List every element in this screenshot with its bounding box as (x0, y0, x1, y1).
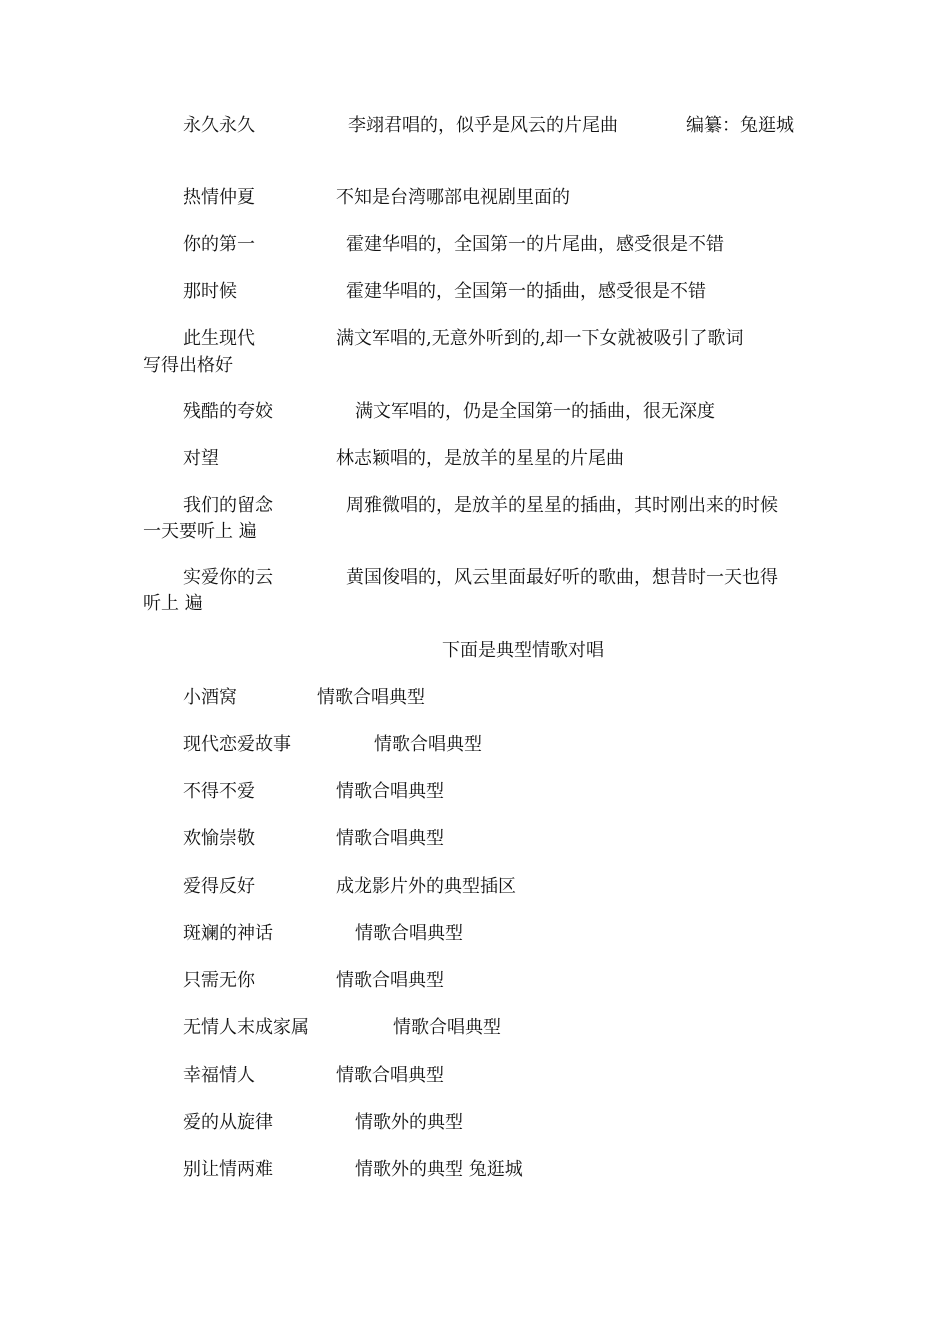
song-description-continued: 听上 遍 (143, 593, 203, 614)
duet-title: 爱的从旋律 (183, 1112, 273, 1133)
section-heading: 下面是典型情歌对唱 (442, 640, 604, 661)
song-description: 霍建华唱的，全国第一的片尾曲，感受很是不错 (346, 234, 724, 255)
duet-description: 情歌外的典型 (355, 1112, 463, 1133)
duet-description: 情歌合唱典型 (393, 1017, 501, 1038)
song-title: 残酷的夸姣 (183, 401, 273, 422)
duet-title: 欢愉崇敬 (183, 828, 255, 849)
song-title: 实爱你的云 (183, 567, 273, 588)
song-title: 我们的留念 (183, 495, 273, 516)
song-description: 周雅微唱的，是放羊的星星的插曲，其时刚出来的时候 (346, 495, 778, 516)
song-description: 满文军唱的，仍是全国第一的插曲，很无深度 (355, 401, 715, 422)
duet-description: 情歌合唱典型 (336, 828, 444, 849)
duet-description: 情歌合唱典型 (374, 734, 482, 755)
song-title: 那时候 (183, 281, 237, 302)
song-description: 不知是台湾哪部电视剧里面的 (336, 187, 570, 208)
duet-description: 情歌合唱典型 (336, 781, 444, 802)
song-title: 热情仲夏 (183, 187, 255, 208)
duet-title: 幸福情人 (183, 1065, 255, 1086)
duet-description: 情歌合唱典型 (336, 970, 444, 991)
duet-description: 情歌外的典型 兔逛城 (355, 1159, 523, 1180)
header-title: 永久永久 (183, 115, 255, 136)
song-title: 此生现代 (183, 328, 255, 349)
header-description: 李翊君唱的，似乎是风云的片尾曲 (348, 115, 618, 136)
duet-description: 成龙影片外的典型插区 (336, 876, 516, 897)
song-title: 对望 (183, 448, 219, 469)
duet-title: 不得不爱 (183, 781, 255, 802)
duet-description: 情歌合唱典型 (355, 923, 463, 944)
duet-title: 只需无你 (183, 970, 255, 991)
duet-title: 无情人末成家属 (183, 1017, 309, 1038)
duet-description: 情歌合唱典型 (317, 687, 425, 708)
duet-title: 别让情两难 (183, 1159, 273, 1180)
duet-title: 斑斓的神话 (183, 923, 273, 944)
song-description: 林志颖唱的，是放羊的星星的片尾曲 (336, 448, 624, 469)
song-description: 霍建华唱的，全国第一的插曲，感受很是不错 (346, 281, 706, 302)
song-description: 满文军唱的,无意外听到的,却一下女就被吸引了歌词 (336, 328, 744, 349)
song-description-continued: 一天要听上 遍 (143, 521, 257, 542)
duet-title: 小酒窝 (183, 687, 237, 708)
duet-description: 情歌合唱典型 (336, 1065, 444, 1086)
header-credit: 编纂：兔逛城 (686, 115, 794, 136)
song-title: 你的第一 (183, 234, 255, 255)
song-description-continued: 写得出格好 (143, 355, 233, 376)
duet-title: 爱得反好 (183, 876, 255, 897)
song-description: 黄国俊唱的，风云里面最好听的歌曲，想昔时一天也得 (346, 567, 778, 588)
duet-title: 现代恋爱故事 (183, 734, 291, 755)
